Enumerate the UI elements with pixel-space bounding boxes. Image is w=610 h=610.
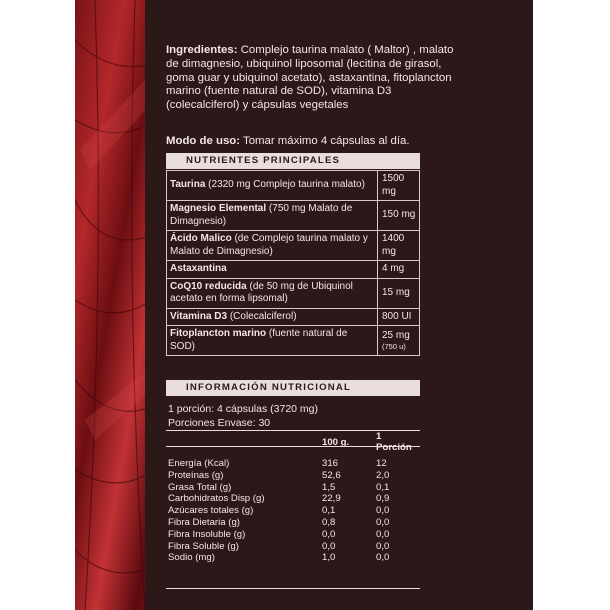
nutrient-value-cell — [378, 278, 420, 308]
nutrition-per100: 0,0 — [322, 540, 336, 552]
nutrient-value-cell — [378, 201, 420, 231]
nutrition-per100: 0,8 — [322, 516, 336, 528]
nutrition-row — [166, 529, 420, 541]
nutrition-portion: 0,0 — [376, 516, 390, 528]
nutrient-name: Vitamina D3 — [170, 310, 228, 322]
nutrition-label: Fibra Dietaria (g) — [168, 516, 240, 528]
nutrition-label: Sodio (mg) — [168, 552, 215, 564]
nutrient-detail: (de Complejo taurina malato y Malato de Dimagnesio) — [170, 233, 368, 257]
nutrient-name: CoQ10 reducida — [170, 280, 247, 292]
nutrition-portion: 0,1 — [376, 481, 390, 493]
ingredients-text: Ingredientes: Complejo taurina malato ( Maltor) , malato de dimagnesio, ubiquinol liposomal (lecitina de girasol, goma guar y ubiquinol acetato), astaxantina, fitoplancton marino (fuente natural de SOD), vitamina D3 (colecalciferol) y cápsulas vegetales — [166, 44, 454, 112]
nutrient-name-cell — [167, 278, 378, 308]
nutrient-value: 1400 mg — [382, 233, 405, 257]
nutrient-name-cell — [167, 326, 378, 356]
nutrition-per100: 1,5 — [322, 481, 336, 493]
column-header: 100 g. — [322, 436, 350, 448]
column-header — [166, 430, 320, 454]
nutrition-label: Fibra Soluble (g) — [168, 540, 239, 552]
divider — [166, 588, 420, 589]
nutrient-value: 800 UI — [382, 310, 412, 322]
nutrition-per100: 52,6 — [322, 469, 341, 481]
nutrient-value: 25 mg — [382, 330, 410, 342]
nutrient-value: 15 mg — [382, 286, 410, 298]
nutrition-label: Fibra Insoluble (g) — [168, 528, 246, 540]
nutrient-detail: (750 mg Malato de Dimagnesio) — [170, 203, 353, 227]
nutrient-detail: (fuente natural de SOD) — [170, 328, 348, 352]
nutrient-name: Ácido Malico — [170, 233, 232, 244]
column-header: 1 Porción — [376, 431, 412, 453]
nutrient-detail: (2320 mg Complejo taurina malato) — [208, 179, 365, 191]
nutrient-value: 150 mg — [382, 209, 416, 221]
nutrition-per100: 0,1 — [322, 505, 336, 517]
nutrition-row — [166, 470, 420, 482]
nutrient-name: Taurina — [170, 179, 206, 191]
nutrition-label: Grasa Total (g) — [168, 481, 232, 493]
nutrient-name-cell — [167, 201, 378, 231]
nutrition-label: Carbohidratos Disp (g) — [168, 493, 265, 505]
nutrition-row — [166, 541, 420, 553]
nutrition-label: Azúcares totales (g) — [168, 505, 254, 517]
nutrition-portion: 0,9 — [376, 493, 390, 505]
nutrient-value-cell — [378, 171, 420, 201]
serving-size: 1 porción: 4 cápsulas (3720 mg) — [168, 403, 318, 415]
nutrition-portion: 12 — [376, 458, 387, 469]
nutrition-portion: 0,0 — [376, 540, 390, 552]
nutrient-name-cell — [167, 171, 378, 201]
nutrition-row — [166, 454, 420, 470]
nutrient-name-cell — [167, 261, 378, 279]
nutrition-portion: 0,0 — [376, 528, 390, 540]
nutrient-detail: (de 50 mg de Ubiquinol acetato en forma lipsomal) — [170, 280, 353, 304]
nutrition-per100: 22,9 — [322, 493, 341, 505]
nutrition-row — [166, 552, 420, 564]
nutrient-name: Magnesio Elemental — [170, 203, 267, 214]
nutrition-portion: 2,0 — [376, 469, 390, 481]
nutrition-per100: 316 — [322, 458, 339, 469]
nutrition-row — [166, 517, 420, 529]
nutrient-value-cell — [378, 326, 420, 356]
nutrient-row — [167, 201, 420, 231]
nutrient-row — [167, 308, 420, 326]
nutrition-table — [166, 430, 420, 564]
nutrient-value: 4 mg — [382, 263, 405, 274]
nutrients-header: NUTRIENTES PRINCIPALES — [166, 153, 420, 169]
nutrients-table — [166, 170, 420, 356]
nutrition-label: Proteínas (g) — [168, 469, 224, 481]
nutrient-row — [167, 278, 420, 308]
nutrient-note: (750 u) — [382, 341, 406, 351]
nutrition-label: Energía (Kcal) — [168, 458, 230, 469]
nutrition-header: INFORMACIÓN NUTRICIONAL — [166, 380, 420, 396]
nutrition-portion: 0,0 — [376, 505, 390, 517]
nutrient-row — [167, 231, 420, 261]
nutrient-value-cell — [378, 231, 420, 261]
nutrient-name-cell — [167, 231, 378, 261]
nutrition-portion: 0,0 — [376, 552, 390, 564]
nutrient-value: 1500 mg — [382, 173, 405, 197]
nutrient-value-cell — [378, 308, 420, 326]
nutrient-name-cell — [167, 308, 378, 326]
nutrition-row — [166, 505, 420, 517]
nutrient-row — [167, 326, 420, 356]
nutrient-name: Astaxantina — [170, 263, 227, 274]
servings-per-pack: Porciones Envase: 30 — [168, 417, 271, 429]
nutrition-per100: 0,0 — [322, 528, 336, 540]
nutrition-row — [166, 493, 420, 505]
right-margin — [533, 0, 610, 610]
nutrient-name: Fitoplancton marino — [170, 328, 267, 339]
usage-text: Modo de uso: Tomar máximo 4 cápsulas al día. — [166, 135, 410, 147]
nutrient-value-cell — [378, 261, 420, 279]
nutrient-detail: (Colecalciferol) — [229, 310, 297, 322]
nutrient-row — [167, 171, 420, 201]
nutrition-row — [166, 482, 420, 494]
nutrition-per100: 1,0 — [322, 552, 336, 564]
nutrient-row — [167, 261, 420, 279]
